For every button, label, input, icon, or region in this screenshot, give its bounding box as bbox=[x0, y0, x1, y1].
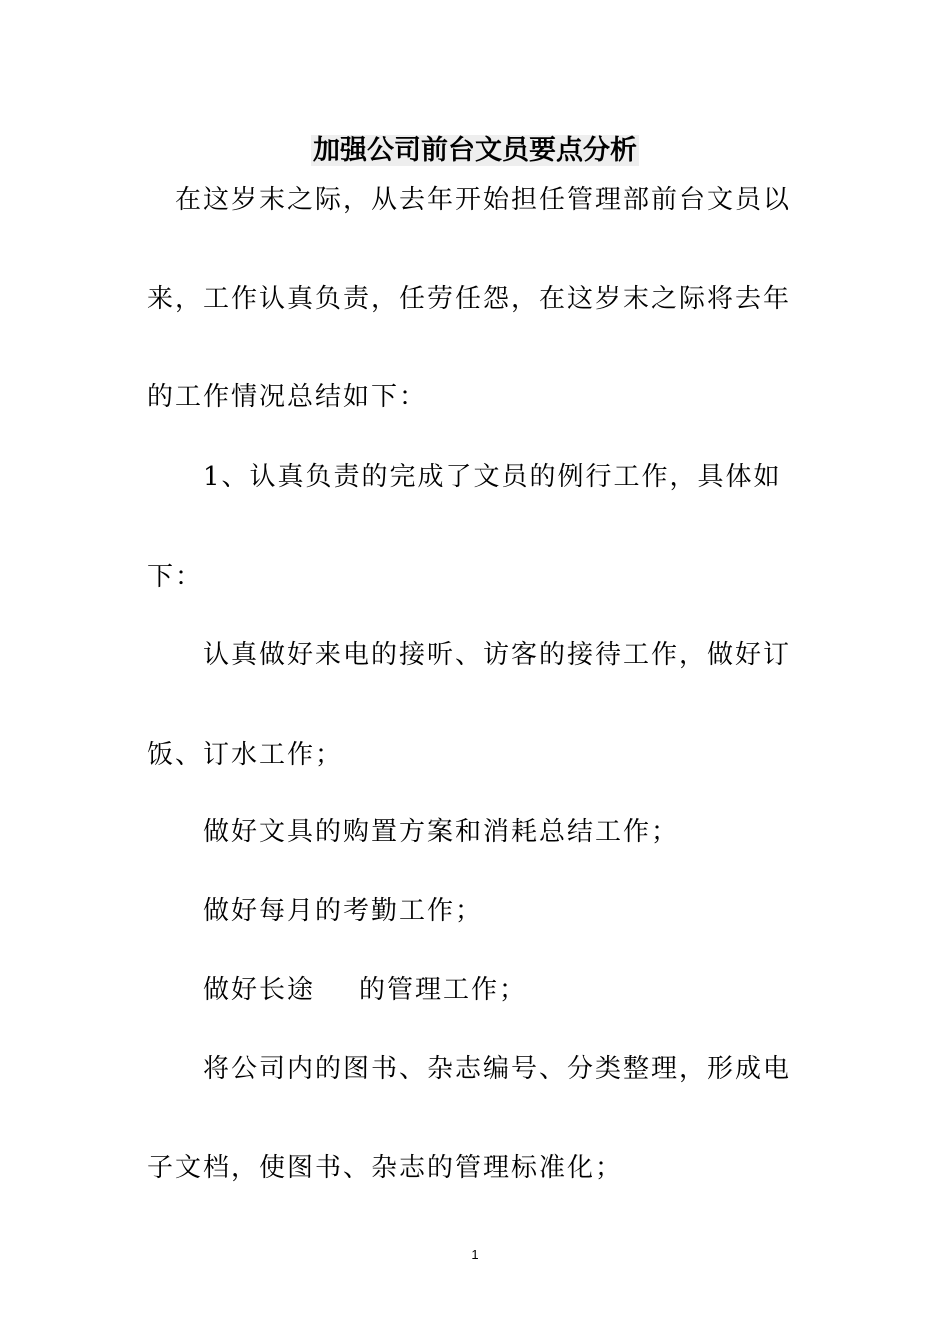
page-number: 1 bbox=[471, 1247, 479, 1262]
paragraph-line: 做好文具的购置方案和消耗总结工作； bbox=[203, 817, 680, 847]
line-segment: 的管理工作； bbox=[359, 975, 528, 1005]
paragraph-line bbox=[203, 973, 863, 1007]
paragraph-line: 做好每月的考勤工作； bbox=[203, 896, 484, 926]
paragraph-line: 1、认真负责的完成了文员的例行工作，具体如 bbox=[203, 462, 782, 492]
paragraph-line: 来，工作认真负责，任劳任怨，在这岁末之际将去年 bbox=[147, 284, 792, 314]
paragraph-line: 认真做好来电的接听、访客的接待工作，做好订 bbox=[203, 640, 792, 670]
paragraph-line: 下： bbox=[147, 562, 204, 592]
paragraph-line: 子文档，使图书、杂志的管理标准化； bbox=[147, 1153, 624, 1183]
document-title: 加强公司前台文员要点分析 bbox=[313, 135, 637, 166]
paragraph-line: 的工作情况总结如下： bbox=[147, 382, 428, 412]
paragraph-line: 在这岁末之际，从去年开始担任管理部前台文员以 bbox=[175, 185, 792, 215]
line-segment: 做好长途 bbox=[203, 975, 316, 1005]
paragraph-line: 饭、订水工作； bbox=[147, 740, 344, 770]
paragraph-line: 将公司内的图书、杂志编号、分类整理，形成电 bbox=[203, 1054, 792, 1084]
